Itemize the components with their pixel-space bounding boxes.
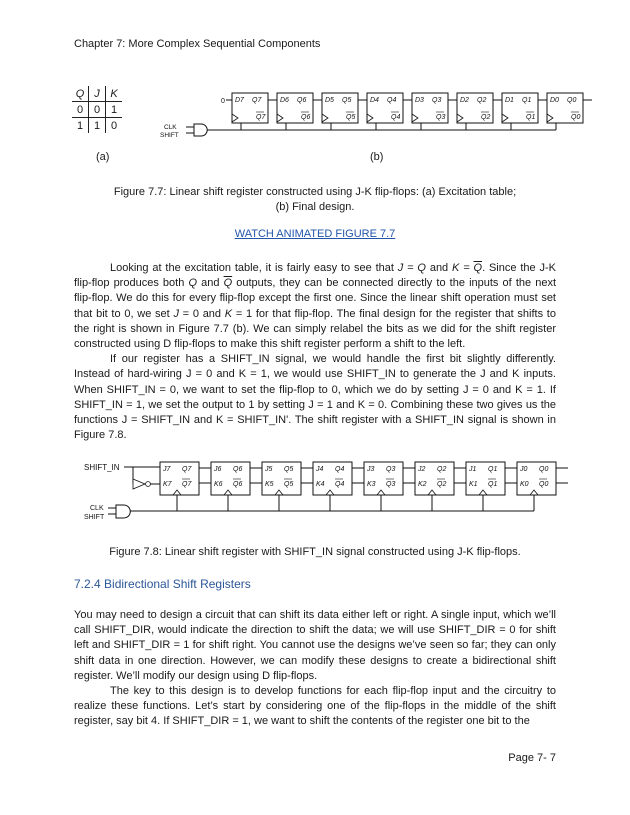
- figure-7-8-diagram: [0, 450, 630, 530]
- ff-d-label-5: D2: [460, 97, 469, 104]
- ff-d-label-3: D4: [370, 97, 379, 104]
- ff-d-label-6: D1: [505, 97, 514, 104]
- table-cell: 0: [106, 118, 123, 134]
- ff-qbar-label-0: Q7: [256, 114, 266, 121]
- ff-d-label-4: D3: [415, 97, 424, 104]
- ff-qbar-label-4: Q3: [386, 481, 396, 488]
- page-number: Page 7- 7: [508, 752, 556, 764]
- figure-label-b: (b): [370, 151, 384, 163]
- ff-k-label-3: K4: [316, 481, 325, 488]
- ff-q-label-0: Q7: [252, 97, 262, 104]
- figure-7-7-diagram: [0, 0, 630, 160]
- ff-q-label-3: Q4: [387, 97, 397, 104]
- ff-q-label-6: Q1: [522, 97, 532, 104]
- ff-q-label-2: Q5: [284, 466, 294, 473]
- ff-qbar-label-7: Q0: [571, 114, 581, 121]
- shift-in-label: SHIFT_IN: [84, 463, 120, 472]
- watch-animated-figure-link[interactable]: WATCH ANIMATED FIGURE 7.7: [234, 228, 396, 240]
- ff-qbar-label-0: Q7: [182, 481, 192, 488]
- ff-j-label-2: J5: [265, 466, 273, 473]
- ff-k-label-0: K7: [163, 481, 172, 488]
- ff-d-label-0: D7: [235, 97, 244, 104]
- ff-q-label-1: Q6: [297, 97, 307, 104]
- ff-qbar-label-3: Q4: [391, 114, 401, 121]
- clk-label: CLK: [90, 505, 104, 512]
- figure-7-8-caption: Figure 7.8: Linear shift register with SHIFT_IN signal constructed using J-K flip-flops.: [109, 546, 521, 558]
- table-header-q: Q: [72, 86, 89, 102]
- ff-q-label-3: Q4: [335, 466, 345, 473]
- ff-qbar-label-5: Q2: [481, 114, 491, 121]
- clk-label: CLK: [164, 124, 177, 131]
- table-cell: 1: [89, 118, 106, 134]
- ff-qbar-label-1: Q6: [233, 481, 243, 488]
- ff-q-label-5: Q2: [437, 466, 447, 473]
- ff-qbar-label-5: Q2: [437, 481, 447, 488]
- ff-qbar-label-2: Q5: [284, 481, 294, 488]
- ff-qbar-label-3: Q4: [335, 481, 345, 488]
- ff-j-label-0: J7: [163, 466, 171, 473]
- ff-k-label-4: K3: [367, 481, 376, 488]
- shift-label: SHIFT: [160, 132, 179, 139]
- ff-k-label-5: K2: [418, 481, 427, 488]
- ff-q-label-5: Q2: [477, 97, 487, 104]
- ff-q-label-1: Q6: [233, 466, 243, 473]
- ff-k-label-7: K0: [520, 481, 529, 488]
- table-cell: 1: [76, 119, 84, 132]
- ff-q-label-4: Q3: [432, 97, 442, 104]
- table-cell: 0: [89, 102, 106, 118]
- figure-7-7-caption: Figure 7.7: Linear shift register constructed using J-K flip-flops: (a) Excitation table; (b) Final design.: [113, 186, 517, 213]
- ff-q-label-4: Q3: [386, 466, 396, 473]
- inverter-bubble: [146, 482, 151, 487]
- paragraph-4: The key to this design is to develop functions for each flip-flop input and the circuitry to realize these functions. Let’s start by considering one of the flip-flops in the middle of the shift register, say bit 4. If SHIFT_DIR = 1, we want to shift the contents of the register one bit to the: [74, 685, 556, 728]
- table-cell: 1: [106, 102, 123, 118]
- ff-k-label-2: K5: [265, 481, 274, 488]
- shift-label: SHIFT: [84, 514, 105, 521]
- paragraph-3: You may need to design a circuit that can shift its data either left or right. A single input, which we’ll call SHIFT_DIR, would indicate the direction to shift the data; we will use SHIFT_DIR = 0 for shift left and SHIFT_DIR = 1 for shift right. You cannot use the designs we’ve seen so far; they can only shift data in one direction. However, we can modify these designs to create a bidirectional shift register. We’ll modify our design using D flip-flops. The key to this design is to develop functions for each flip-flop input and the circuitry to realize these functions. Let’s start by considering one of the flip-flops in the middle of the shift register, say bit 4. If SHIFT_DIR = 1, we want to shift the contents of the register one bit to the: [74, 608, 556, 730]
- ff-j-label-7: J0: [520, 466, 528, 473]
- table-header-k: K: [106, 86, 123, 102]
- ff-k-label-6: K1: [469, 481, 478, 488]
- ff-d-label-1: D6: [280, 97, 289, 104]
- chapter-header: Chapter 7: More Complex Sequential Components: [74, 38, 321, 50]
- ff-qbar-label-7: Q0: [539, 481, 549, 488]
- table-cell: 0: [72, 102, 89, 118]
- ff-q-label-0: Q7: [182, 466, 192, 473]
- ff-q-label-7: Q0: [567, 97, 577, 104]
- ff-q-label-6: Q1: [488, 466, 498, 473]
- ff-j-label-3: J4: [316, 466, 324, 473]
- paragraph-2: If our register has a SHIFT_IN signal, we would handle the first bit slightly differently. Instead of hard-wiring J = 0 and K = 1, we would use SHIFT_IN to generate the J and K inputs. When SHIFT_IN = 0, we want to set the flip-flop to 0, which we do by setting J = 0 and K = 1. If SHIFT_IN = 1, we set the output to 1 by setting J = 1 and K = 0. Combining these two gives us the functions J = SHIFT_IN and K = SHIFT_IN'. The shift register with a SHIFT_IN signal is shown in Figure 7.8.: [74, 353, 556, 442]
- ff-k-label-1: K6: [214, 481, 223, 488]
- ff-qbar-label-4: Q3: [436, 114, 446, 121]
- figure-label-a: (a): [96, 151, 110, 163]
- clk-and-gate: [116, 505, 130, 518]
- ff-qbar-label-2: Q5: [346, 114, 356, 121]
- clk-and-gate: [194, 124, 207, 136]
- input-zero-label: 0: [221, 98, 225, 105]
- ff-j-label-5: J2: [418, 466, 426, 473]
- ff-d-label-7: D0: [550, 97, 559, 104]
- ff-j-label-6: J1: [469, 466, 477, 473]
- paragraph-1: Looking at the excitation table, it is fairly easy to see that J = Q and $K = \overline{Q}$. Since the J-K flip-flop produces both Q and $\overline{Q}$ outputs, they can be connected directly to the inputs of the next flip-flop. We do this for every flip-flop except the first one. Since the linear shift operation must set that bit to 0, we set J = 0 and K = 1 for that flip-flop. The final design for the register that shifts to the right is shown in Figure 7.7 (b). We can simply relabel the bits as we did for the shift register constructed using D flip-flops to make this shift register perform a shift to the left. If our register has a SHIFT_IN signal, we would handle the first bit slightly differently. Instead of hard-wiring J = 0 and K = 1, we would use SHIFT_IN to generate the J and K inputs. When SHIFT_IN = 0, we want to set the flip-flop to 0, which we do by setting J = 0 and K = 1. If SHIFT_IN = 1, we set the output to 1 by setting J = 1 and K = 0. Combining these two gives us the functions J = SHIFT_IN and K = SHIFT_IN'. The shift register with a SHIFT_IN signal is shown in Figure 7.8.: [74, 261, 556, 443]
- section-heading: 7.2.4 Bidirectional Shift Registers: [74, 577, 251, 591]
- ff-q-label-2: Q5: [342, 97, 352, 104]
- ff-j-label-4: J3: [367, 466, 375, 473]
- ff-qbar-label-1: Q6: [301, 114, 311, 121]
- ff-j-label-1: J6: [214, 466, 222, 473]
- ff-q-label-7: Q0: [539, 466, 549, 473]
- ff-d-label-2: D5: [325, 97, 334, 104]
- table-header-j: J: [89, 86, 106, 102]
- ff-qbar-label-6: Q1: [488, 481, 498, 488]
- inverter: [133, 479, 145, 489]
- ff-qbar-label-6: Q1: [526, 114, 536, 121]
